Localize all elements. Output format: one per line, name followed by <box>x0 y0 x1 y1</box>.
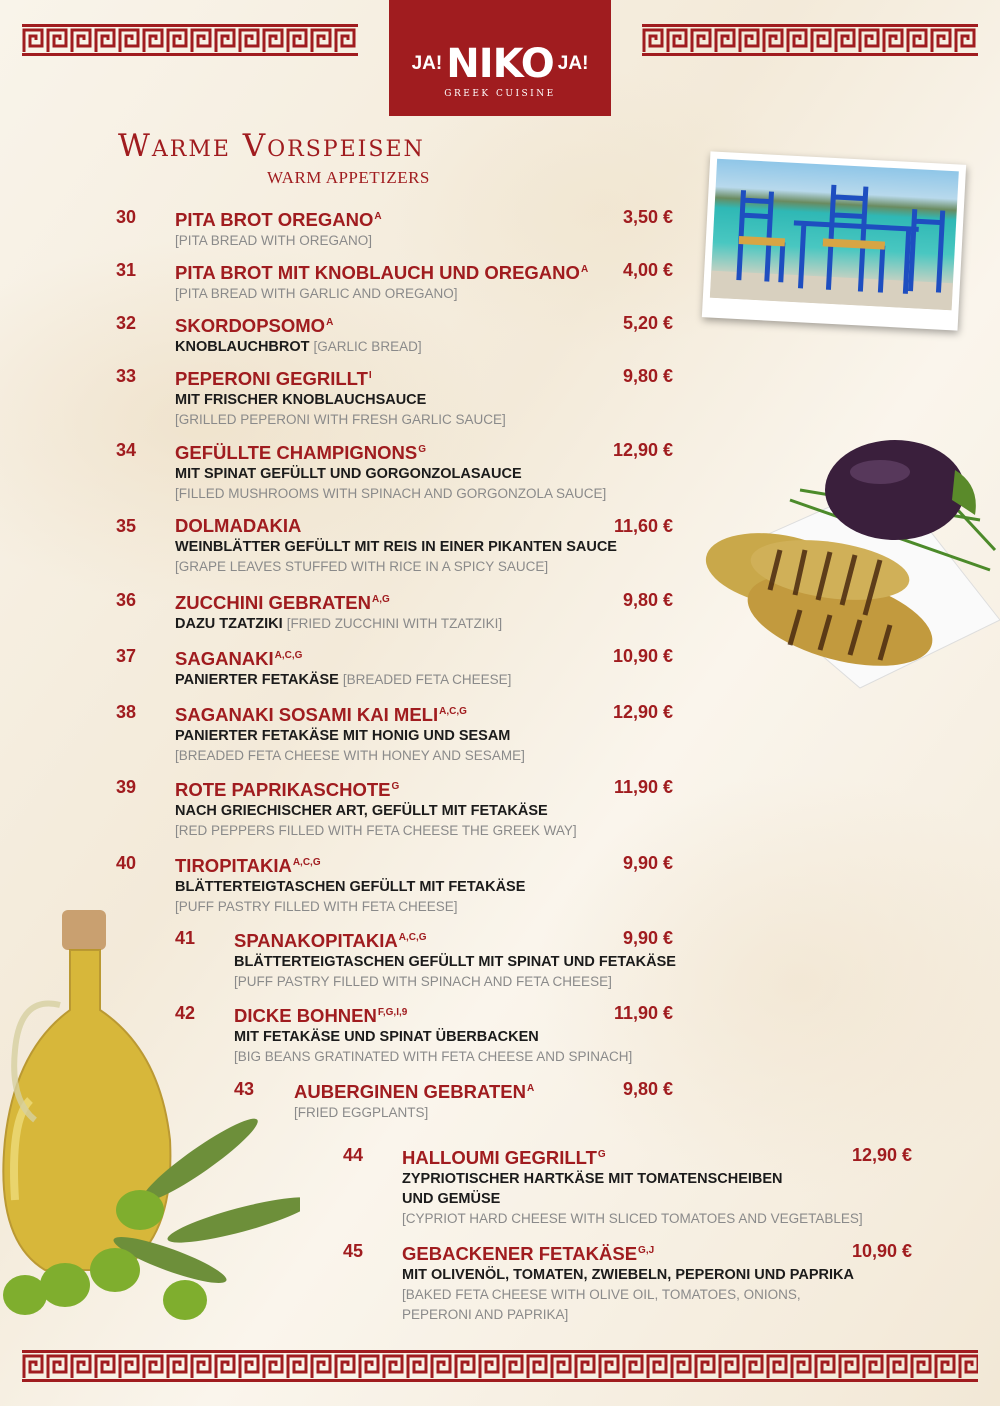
description-english: [FILLED MUSHROOMS WITH SPINACH AND GORGONZOLA SAUCE] <box>175 486 607 501</box>
item-number: 36 <box>116 590 137 610</box>
item-price: 4,00 € <box>622 260 673 280</box>
greek-key-pattern <box>22 24 358 56</box>
menu-item <box>175 312 422 357</box>
allergen-codes: G <box>597 1149 606 1160</box>
item-name-text: ZUCCHINI GEBRATEN <box>175 592 371 613</box>
allergen-codes: A,C,G <box>439 706 467 717</box>
section-title: Warme Vorspeisen <box>118 128 425 164</box>
logo-tagline: GREEK CUISINE <box>444 89 556 99</box>
item-number: 45 <box>343 1241 364 1261</box>
allergen-codes: I <box>368 370 372 381</box>
item-price: 9,90 € <box>622 853 673 873</box>
item-number: 42 <box>175 1003 196 1023</box>
item-price: 11,90 € <box>613 777 673 797</box>
item-description-line <box>175 746 525 766</box>
allergen-codes: F,G,I,9 <box>377 1007 408 1018</box>
menu-item <box>175 852 525 917</box>
description-english: [CYPRIOT HARD CHEESE WITH SLICED TOMATOES AND VEGETABLES] <box>402 1211 863 1226</box>
eggplant-image <box>690 420 1000 690</box>
menu-item <box>294 1078 534 1123</box>
item-number: 41 <box>175 928 196 948</box>
menu-item <box>175 776 577 841</box>
item-description-line <box>175 726 525 746</box>
item-description-line <box>175 821 577 841</box>
item-description-line <box>294 1103 534 1123</box>
description-english: PEPERONI AND PAPRIKA] <box>402 1307 569 1322</box>
description-german: MIT OLIVENÖL, TOMATEN, ZWIEBELN, PEPERONI UND PAPRIKA <box>402 1267 854 1283</box>
description-english: [FRIED EGGPLANTS] <box>294 1105 429 1120</box>
allergen-codes: A <box>580 264 589 275</box>
item-price: 9,80 € <box>622 366 673 386</box>
item-name <box>175 701 525 726</box>
item-name-text: DOLMADAKIA <box>175 515 302 536</box>
menu-item <box>175 515 617 577</box>
description-english: [BAKED FETA CHEESE WITH OLIVE OIL, TOMATOES, ONIONS, <box>402 1287 801 1302</box>
item-description-line <box>175 231 382 251</box>
description-german: NACH GRIECHISCHER ART, GEFÜLLT MIT FETAKÄSE <box>175 803 548 819</box>
item-name <box>402 1240 854 1265</box>
menu-item <box>175 701 525 766</box>
item-description-line <box>175 410 506 430</box>
description-english: [FRIED ZUCCHINI WITH TZATZIKI] <box>286 616 503 631</box>
item-price: 9,80 € <box>622 1079 673 1099</box>
item-price: 9,90 € <box>622 928 673 948</box>
menu-item <box>175 259 588 304</box>
item-description-line <box>402 1305 854 1325</box>
description-german: BLÄTTERTEIGTASCHEN GEFÜLLT MIT FETAKÄSE <box>175 879 526 895</box>
description-english: [PITA BREAD WITH GARLIC AND OREGANO] <box>175 286 458 301</box>
allergen-codes: A <box>326 317 334 328</box>
item-number: 31 <box>116 260 137 280</box>
item-price: 3,50 € <box>622 207 673 227</box>
greek-key-border-top-right <box>642 24 978 56</box>
item-description-line <box>175 897 525 917</box>
menu-item <box>175 589 502 634</box>
allergen-codes: G,J <box>638 1245 655 1256</box>
description-german: MIT FETAKÄSE UND SPINAT ÜBERBACKEN <box>234 1029 539 1045</box>
item-number: 30 <box>116 207 137 227</box>
description-german: WEINBLÄTTER GEFÜLLT MIT REIS IN EINER PIKANTEN SAUCE <box>175 539 617 555</box>
description-english: [BIG BEANS GRATINATED WITH FETA CHEESE AND SPINACH] <box>234 1049 633 1064</box>
item-description-line <box>234 972 676 992</box>
item-description-line <box>402 1265 854 1285</box>
taverna-photo <box>702 151 966 330</box>
greek-key-border-top-left <box>22 24 358 56</box>
description-english: [GRAPE LEAVES STUFFED WITH RICE IN A SPICY SAUCE] <box>175 559 549 574</box>
item-number: 35 <box>116 516 137 536</box>
item-name-text: TIROPITAKIA <box>175 855 292 876</box>
grilled-eggplant-plate <box>690 420 1000 690</box>
menu-item <box>175 645 511 690</box>
menu-item <box>175 365 506 430</box>
item-price: 11,60 € <box>613 516 673 536</box>
item-name <box>294 1078 534 1103</box>
item-name-text: SPANAKOPITAKIA <box>234 930 398 951</box>
item-name <box>234 927 676 952</box>
item-description-line <box>175 464 606 484</box>
item-description-line <box>234 1047 632 1067</box>
item-description-line <box>175 484 606 504</box>
description-english: [BREADED FETA CHEESE] <box>342 672 512 687</box>
logo-ja-right: JA! <box>557 53 589 74</box>
item-description-line <box>175 877 525 897</box>
description-german: KNOBLAUCHBROT <box>175 339 310 355</box>
greek-key-pattern <box>642 24 978 56</box>
item-price: 11,90 € <box>613 1003 673 1023</box>
item-name <box>175 589 502 614</box>
description-english: [BREADED FETA CHEESE WITH HONEY AND SESAME] <box>175 748 525 763</box>
item-price: 10,90 € <box>851 1241 912 1261</box>
description-english: [RED PEPPERS FILLED WITH FETA CHEESE THE GREEK WAY] <box>175 823 577 838</box>
item-description-line <box>175 670 511 690</box>
description-english: [PUFF PASTRY FILLED WITH FETA CHEESE] <box>175 899 458 914</box>
item-number: 39 <box>116 777 137 797</box>
blue-chairs-illustration <box>710 159 959 310</box>
item-price: 12,90 € <box>612 702 673 722</box>
menu-item <box>402 1240 854 1325</box>
item-description-line <box>175 801 577 821</box>
photo-image <box>710 159 959 310</box>
item-name-text: PITA BROT OREGANO <box>175 209 374 230</box>
menu-item <box>234 927 676 992</box>
item-name <box>234 1002 632 1027</box>
menu-item <box>234 1002 632 1067</box>
item-description-line <box>402 1209 863 1229</box>
item-name <box>175 776 577 801</box>
item-description-line <box>402 1189 863 1209</box>
item-price: 12,90 € <box>612 440 673 460</box>
description-german: ZYPRIOTISCHER HARTKÄSE MIT TOMATENSCHEIBEN <box>402 1171 783 1187</box>
item-name <box>175 645 511 670</box>
description-english: [PITA BREAD WITH OREGANO] <box>175 233 373 248</box>
item-name-text: PEPERONI GEGRILLT <box>175 368 368 389</box>
description-german: MIT FRISCHER KNOBLAUCHSAUCE <box>175 392 427 408</box>
item-name <box>175 365 506 390</box>
item-name <box>175 312 422 337</box>
description-english: [PUFF PASTRY FILLED WITH SPINACH AND FETA CHEESE] <box>234 974 612 989</box>
greek-key-pattern <box>22 1350 978 1382</box>
description-german: UND GEMÜSE <box>402 1191 501 1207</box>
logo-ja-left: JA! <box>411 53 443 74</box>
description-german: DAZU TZATZIKI <box>175 616 283 632</box>
item-number: 44 <box>343 1145 364 1165</box>
item-description-line <box>175 614 502 634</box>
brand-logo <box>389 0 611 116</box>
allergen-codes: A <box>526 1083 535 1094</box>
description-german: PANIERTER FETAKÄSE MIT HONIG UND SESAM <box>175 728 511 744</box>
item-number: 32 <box>116 313 137 333</box>
item-price: 12,90 € <box>851 1145 912 1165</box>
description-german: BLÄTTERTEIGTASCHEN GEFÜLLT MIT SPINAT UND FETAKÄSE <box>234 954 676 970</box>
allergen-codes: A,C,G <box>292 857 321 868</box>
item-name <box>175 259 588 284</box>
description-english: [GRILLED PEPERONI WITH FRESH GARLIC SAUCE] <box>175 412 506 427</box>
item-name-text: SAGANAKI <box>175 648 274 669</box>
item-number: 43 <box>234 1079 255 1099</box>
allergen-codes: A,C,G <box>398 932 427 943</box>
allergen-codes: G <box>391 781 400 792</box>
item-name <box>175 206 382 231</box>
item-name <box>175 439 606 464</box>
item-description-line <box>234 1027 632 1047</box>
menu-item <box>175 206 382 251</box>
item-name-text: GEBACKENER FETAKÄSE <box>402 1243 638 1264</box>
item-description-line <box>175 537 617 557</box>
item-name <box>175 852 525 877</box>
item-description-line <box>175 390 506 410</box>
menu-item <box>402 1144 863 1229</box>
allergen-codes: A <box>374 211 382 222</box>
item-name <box>175 515 617 537</box>
item-number: 38 <box>116 702 137 722</box>
item-name-text: ROTE PAPRIKASCHOTE <box>175 779 391 800</box>
logo-name: NIKO <box>446 41 554 87</box>
allergen-codes: A,G <box>371 594 390 605</box>
item-name <box>402 1144 863 1169</box>
description-german: PANIERTER FETAKÄSE <box>175 672 339 688</box>
item-name-text: DICKE BOHNEN <box>234 1005 377 1026</box>
item-price: 5,20 € <box>622 313 673 333</box>
item-number: 34 <box>116 440 137 460</box>
description-english: [GARLIC BREAD] <box>313 339 422 354</box>
item-number: 33 <box>116 366 137 386</box>
description-german: MIT SPINAT GEFÜLLT UND GORGONZOLASAUCE <box>175 466 522 482</box>
item-description-line <box>402 1285 854 1305</box>
menu-item <box>175 439 606 504</box>
item-name-text: SKORDOPSOMO <box>175 315 326 336</box>
item-description-line <box>175 557 617 577</box>
item-name-text: SAGANAKI SOSAMI KAI MELI <box>175 704 439 725</box>
section-subtitle: WARM APPETIZERS <box>267 168 430 187</box>
item-description-line <box>175 337 422 357</box>
item-price: 10,90 € <box>612 646 673 666</box>
greek-key-border-bottom <box>22 1350 978 1382</box>
item-name-text: HALLOUMI GEGRILLT <box>402 1147 597 1168</box>
allergen-codes: G <box>418 444 426 455</box>
item-name-text: AUBERGINEN GEBRATEN <box>294 1081 526 1102</box>
item-description-line <box>402 1169 863 1189</box>
item-number: 40 <box>116 853 137 873</box>
item-description-line <box>234 952 676 972</box>
item-name-text: GEFÜLLTE CHAMPIGNONS <box>175 442 418 463</box>
item-description-line <box>175 284 588 304</box>
item-number: 37 <box>116 646 137 666</box>
item-price: 9,80 € <box>622 590 673 610</box>
item-name-text: PITA BROT MIT KNOBLAUCH UND OREGANO <box>175 262 580 283</box>
allergen-codes: A,C,G <box>274 650 303 661</box>
